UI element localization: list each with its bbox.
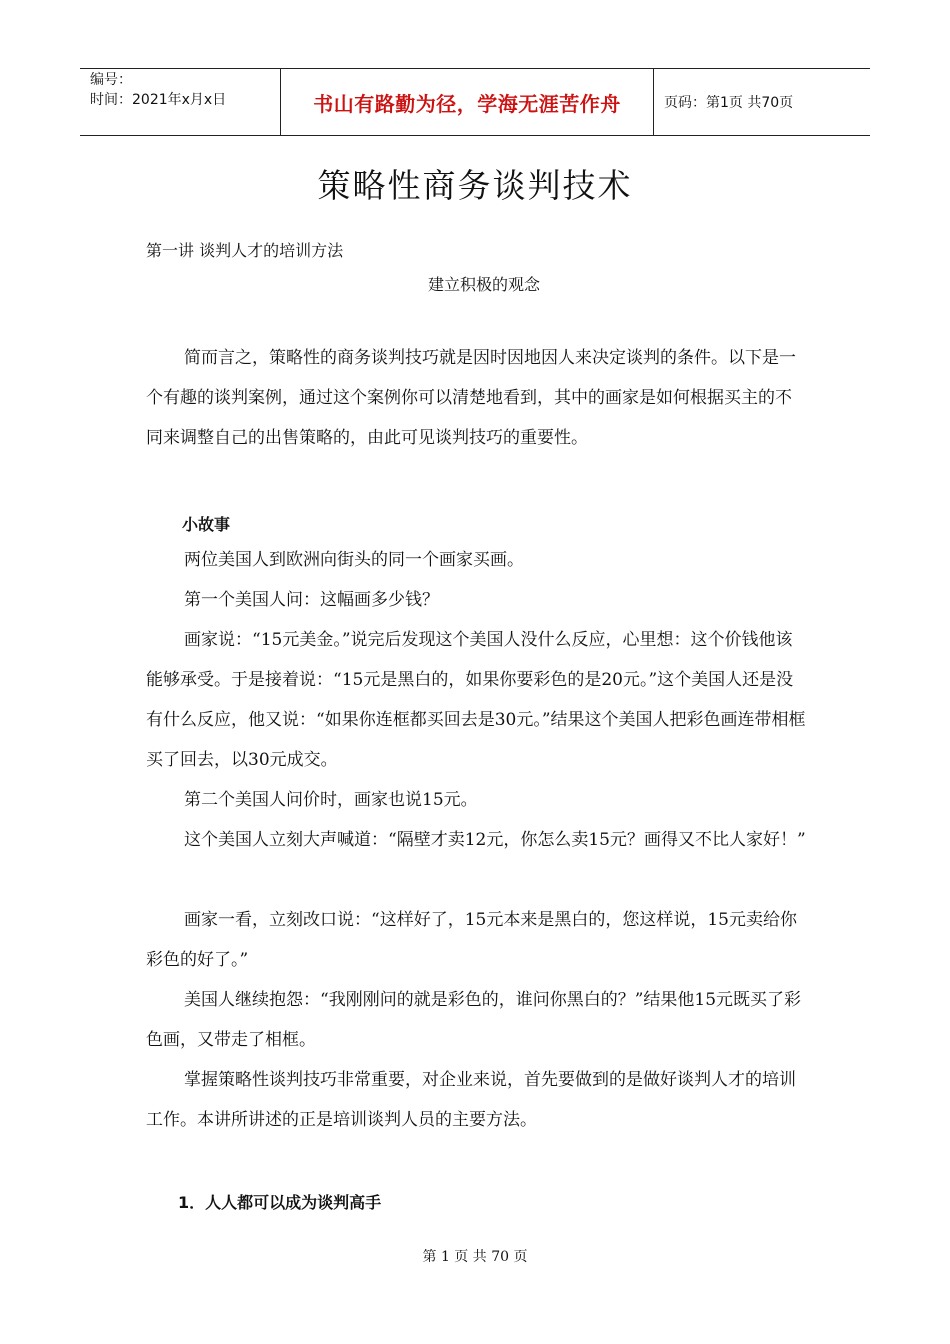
story-heading: 小故事 (182, 515, 231, 534)
story-paragraph: 这个美国人立刻大声喊道：“隔壁才卖12元，你怎么卖15元？画得又不比人家好！” (184, 830, 806, 850)
page-header-table (80, 68, 870, 136)
section-subtitle: 建立积极的观念 (428, 275, 541, 294)
header-page-cell (654, 69, 870, 135)
page-footer: 第 1 页 共 70 页 (422, 1249, 528, 1265)
header-motto-cell (280, 69, 654, 135)
lecture-heading: 第一讲 谈判人才的培训方法 (146, 241, 344, 260)
section-heading: 1．人人都可以成为谈判高手 (178, 1193, 382, 1212)
story-paragraph: 第一个美国人问：这幅画多少钱？ (184, 590, 439, 610)
document-date-label: 时间：2021年x月x日 (90, 92, 227, 108)
story-paragraph: 画家说：“15元美金。”说完后发现这个美国人没什么反应，心里想：这个价钱他该能够承受。于是接着说：“15元是黑白的，如果你要彩色的是20元。”这个美国人还是没有什么反应，他又说：“如果你连框都买回去是30元。”结果这个美国人把彩色画连带相框买了回去，以30元成交。 (146, 630, 806, 770)
story-paragraph: 第二个美国人问价时，画家也说15元。 (184, 790, 478, 810)
conclusion-paragraph: 掌握策略性谈判技巧非常重要，对企业来说，首先要做到的是做好谈判人才的培训工作。本讲所讲述的正是培训谈判人员的主要方法。 (146, 1070, 796, 1130)
story-paragraph: 美国人继续抱怨：“我刚刚问的就是彩色的，谁问你黑白的？”结果他15元既买了彩色画，又带走了相框。 (146, 990, 802, 1050)
header-page-info: 页码：第1页 共70页 (664, 95, 794, 111)
document-number-label: 编号： (90, 72, 132, 88)
story-paragraph: 画家一看，立刻改口说：“这样好了，15元本来是黑白的，您这样说，15元卖给你彩色的好了。” (146, 910, 797, 970)
header-info-cell (80, 69, 280, 135)
intro-paragraph: 简而言之，策略性的商务谈判技巧就是因时因地因人来决定谈判的条件。以下是一个有趣的谈判案例，通过这个案例你可以清楚地看到，其中的画家是如何根据买主的不同来调整自己的出售策略的，由此可见谈判技巧的重要性。 (146, 348, 796, 448)
header-motto: 书山有路勤为径，学海无涯苦作舟 (313, 91, 621, 116)
story-paragraph: 两位美国人到欧洲向街头的同一个画家买画。 (184, 550, 524, 570)
document-title: 策略性商务谈判技术 (317, 166, 633, 205)
